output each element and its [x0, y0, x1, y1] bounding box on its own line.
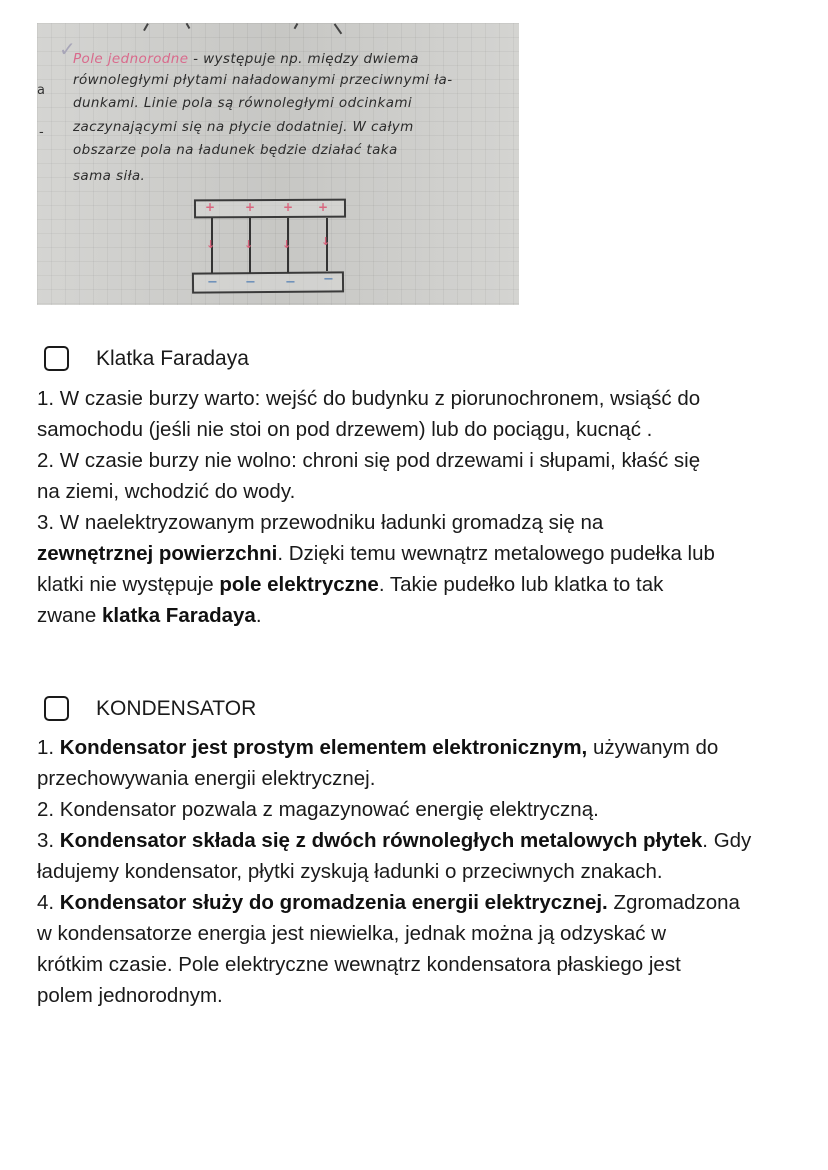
text-line: zwane klatka Faradaya.: [37, 604, 262, 627]
arrow-down-icon: ↓: [244, 238, 254, 251]
minus-charge-icon: −: [285, 275, 296, 290]
handwritten-line: równoległymi płytami naładowanymi przeciwnymi ła-: [73, 72, 453, 88]
minus-charge-icon: −: [207, 275, 218, 290]
text-line: 3. Kondensator składa się z dwóch równoległych metalowych płytek. Gdy: [37, 829, 752, 852]
margin-mark: -: [39, 125, 44, 140]
faraday-paragraph: [37, 383, 797, 631]
plus-charge-icon: +: [245, 200, 256, 214]
arrow-down-icon: ↓: [321, 235, 331, 248]
section-title: KONDENSATOR: [96, 696, 257, 720]
text-line: 2. W czasie burzy nie wolno: chroni się pod drzewami i słupami, kłaść się: [37, 449, 701, 472]
minus-charge-icon: −: [323, 272, 334, 287]
kondensator-checkbox[interactable]: [44, 696, 69, 721]
bold-term: Kondensator jest prostym elementem elektronicznym,: [59, 736, 588, 759]
pen-mark: [334, 24, 342, 35]
kondensator-paragraph: [37, 732, 797, 1011]
pen-mark: [294, 23, 298, 29]
text-line: zewnętrznej powierzchni. Dzięki temu wewnątrz metalowego pudełka lub: [37, 542, 715, 565]
text-line: 2. Kondensator pozwala z magazynować energię elektryczną.: [37, 798, 599, 821]
text-line: na ziemi, wchodzić do wody.: [37, 480, 296, 503]
handwritten-note-photo: [37, 23, 519, 305]
text-line: krótkim czasie. Pole elektryczne wewnątrz kondensatora płaskiego jest: [37, 953, 681, 976]
section-header-faraday: [44, 346, 249, 371]
handwritten-heading: Pole jednorodne: [73, 51, 189, 67]
handwritten-line: Pole jednorodne - występuje np. między dwiema: [73, 51, 419, 67]
arrow-down-icon: ↓: [282, 238, 292, 251]
text-line: przechowywania energii elektrycznej.: [37, 767, 376, 790]
arrow-down-icon: ↓: [206, 238, 216, 251]
faraday-checkbox[interactable]: [44, 346, 69, 371]
text-line: 1. W czasie burzy warto: wejść do budynku z piorunochronem, wsiąść do: [37, 387, 701, 410]
faint-check-mark: ✓: [59, 37, 76, 61]
text-line: 1. Kondensator jest prostym elementem elektronicznym, używanym do: [37, 736, 719, 759]
pen-mark: [143, 23, 148, 31]
bold-term: pole elektryczne: [219, 573, 379, 596]
section-header-kondensator: [44, 696, 256, 721]
pen-mark: [186, 23, 190, 29]
handwritten-line: zaczynającymi się na płycie dodatniej. W całym: [73, 119, 414, 135]
section-title: Klatka Faradaya: [96, 346, 249, 370]
plus-charge-icon: +: [205, 200, 216, 214]
text-line: ładujemy kondensator, płytki zyskują ładunki o przeciwnych znakach.: [37, 860, 663, 883]
bold-term: Kondensator służy do gromadzenia energii elektrycznej.: [59, 891, 608, 914]
handwritten-line: obszarze pola na ładunek będzie działać taka: [73, 142, 398, 158]
text-line: 3. W naelektryzowanym przewodniku ładunki gromadzą się na: [37, 511, 604, 534]
margin-mark: a: [37, 83, 45, 98]
bold-term: Kondensator składa się z dwóch równoległych metalowych płytek: [59, 829, 703, 852]
text-line: w kondensatorze energia jest niewielka, jednak można ją odzyskać w: [37, 922, 667, 945]
text-line: polem jednorodnym.: [37, 984, 223, 1007]
minus-charge-icon: −: [245, 275, 256, 290]
text-line: 4. Kondensator służy do gromadzenia energii elektrycznej. Zgromadzona: [37, 891, 740, 914]
handwritten-line: dunkami. Linie pola są równoległymi odcinkami: [73, 95, 413, 111]
text-line: samochodu (jeśli nie stoi on pod drzewem) lub do pociągu, kucnąć .: [37, 418, 653, 441]
bold-term: klatka Faradaya: [101, 604, 256, 627]
plus-charge-icon: +: [283, 200, 294, 214]
handwritten-line: sama siła.: [73, 168, 146, 184]
bold-term: zewnętrznej powierzchni: [37, 542, 278, 565]
plus-charge-icon: +: [318, 200, 329, 214]
text-line: klatki nie występuje pole elektryczne. Takie pudełko lub klatka to tak: [37, 573, 664, 596]
